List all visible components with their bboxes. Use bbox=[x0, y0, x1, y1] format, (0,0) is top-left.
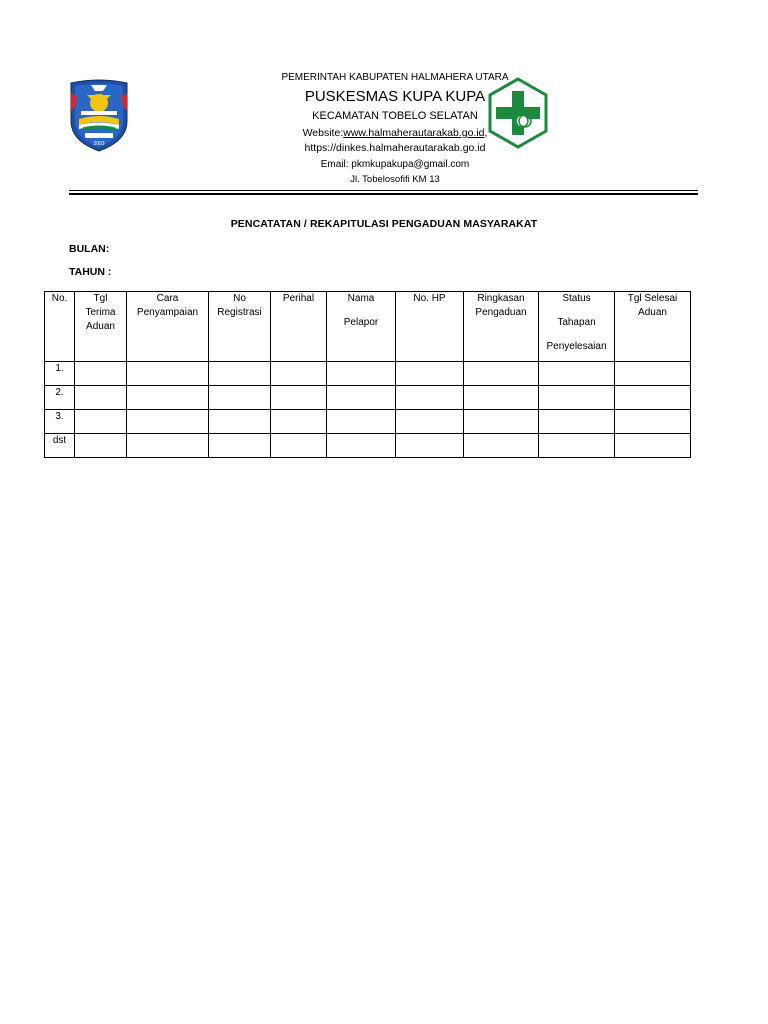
table-cell[interactable] bbox=[271, 434, 327, 458]
row-number: 1. bbox=[45, 362, 75, 386]
table-cell[interactable] bbox=[464, 434, 539, 458]
halmahera-utara-emblem-icon bbox=[67, 77, 131, 153]
table-cell[interactable] bbox=[396, 362, 464, 386]
table-cell[interactable] bbox=[396, 434, 464, 458]
table-cell[interactable] bbox=[209, 362, 271, 386]
table-cell[interactable] bbox=[271, 410, 327, 434]
table-cell[interactable] bbox=[539, 434, 615, 458]
svg-text:2003: 2003 bbox=[93, 141, 105, 147]
table-cell[interactable] bbox=[75, 386, 127, 410]
table-cell[interactable] bbox=[209, 386, 271, 410]
table-cell[interactable] bbox=[209, 410, 271, 434]
header-divider-thick bbox=[69, 193, 698, 195]
header-status-penyelesaian: Status Tahapan Penyelesaian bbox=[539, 292, 615, 362]
website-suffix: , bbox=[484, 127, 488, 139]
header-tgl-terima-aduan: Tgl Terima Aduan bbox=[75, 292, 127, 362]
table-cell[interactable] bbox=[127, 434, 209, 458]
table-cell[interactable] bbox=[271, 362, 327, 386]
row-number: 3. bbox=[45, 410, 75, 434]
tahun-label: TAHUN : bbox=[69, 266, 112, 278]
table-cell[interactable] bbox=[75, 410, 127, 434]
table-cell[interactable] bbox=[327, 362, 396, 386]
table-cell[interactable] bbox=[271, 386, 327, 410]
dinkes-url[interactable]: https://dinkes.halmaherautarakab.go.id bbox=[304, 142, 486, 154]
complaint-table bbox=[44, 291, 691, 458]
government-name: PEMERINTAH KABUPATEN HALMAHERA UTARA bbox=[281, 72, 509, 83]
table-row bbox=[45, 410, 691, 434]
table-cell[interactable] bbox=[209, 434, 271, 458]
header-no-registrasi: No Registrasi bbox=[209, 292, 271, 362]
table-cell[interactable] bbox=[464, 410, 539, 434]
table-cell[interactable] bbox=[127, 362, 209, 386]
table-header-row bbox=[45, 292, 691, 362]
header-no-hp: No. HP bbox=[396, 292, 464, 362]
table-cell[interactable] bbox=[396, 386, 464, 410]
table-cell[interactable] bbox=[539, 386, 615, 410]
table-cell[interactable] bbox=[464, 362, 539, 386]
header-ringkasan-pengaduan: Ringkasan Pengaduan bbox=[464, 292, 539, 362]
district-name: KECAMATAN TOBELO SELATAN bbox=[312, 110, 478, 122]
header-tgl-selesai-aduan: Tgl Selesai Aduan bbox=[615, 292, 691, 362]
bulan-label: BULAN: bbox=[69, 243, 110, 255]
institution-name: PUSKESMAS KUPA KUPA bbox=[304, 88, 486, 105]
row-number: dst bbox=[45, 434, 75, 458]
table-cell[interactable] bbox=[615, 386, 691, 410]
header-perihal: Perihal bbox=[271, 292, 327, 362]
website-label: Website: bbox=[302, 127, 344, 139]
document-title: PENCATATAN / REKAPITULASI PENGADUAN MASYARAKAT bbox=[230, 218, 538, 230]
table-cell[interactable] bbox=[75, 434, 127, 458]
header-nama-pelapor: Nama Pelapor bbox=[327, 292, 396, 362]
table-cell[interactable] bbox=[615, 362, 691, 386]
header-divider-thin bbox=[69, 190, 698, 191]
table-cell[interactable] bbox=[327, 386, 396, 410]
email-line: Email: pkmkupakupa@gmail.com bbox=[320, 159, 470, 170]
website-link[interactable]: www.halmaherautarakab.go.id bbox=[343, 127, 485, 139]
row-number: 2. bbox=[45, 386, 75, 410]
table-cell[interactable] bbox=[127, 386, 209, 410]
table-cell[interactable] bbox=[75, 362, 127, 386]
puskesmas-cross-logo-icon bbox=[484, 77, 549, 149]
table-cell[interactable] bbox=[539, 410, 615, 434]
table-row bbox=[45, 386, 691, 410]
table-cell[interactable] bbox=[615, 434, 691, 458]
header-no: No. bbox=[45, 292, 75, 362]
table-cell[interactable] bbox=[464, 386, 539, 410]
table-cell[interactable] bbox=[327, 410, 396, 434]
table-cell[interactable] bbox=[539, 362, 615, 386]
table-row bbox=[45, 362, 691, 386]
address-line: Jl. Tobelosofifi KM 13 bbox=[350, 174, 440, 185]
header-cara-penyampaian: Cara Penyampaian bbox=[127, 292, 209, 362]
table-row bbox=[45, 434, 691, 458]
table-cell[interactable] bbox=[615, 410, 691, 434]
table-cell[interactable] bbox=[127, 410, 209, 434]
table-cell[interactable] bbox=[327, 434, 396, 458]
table-cell[interactable] bbox=[396, 410, 464, 434]
